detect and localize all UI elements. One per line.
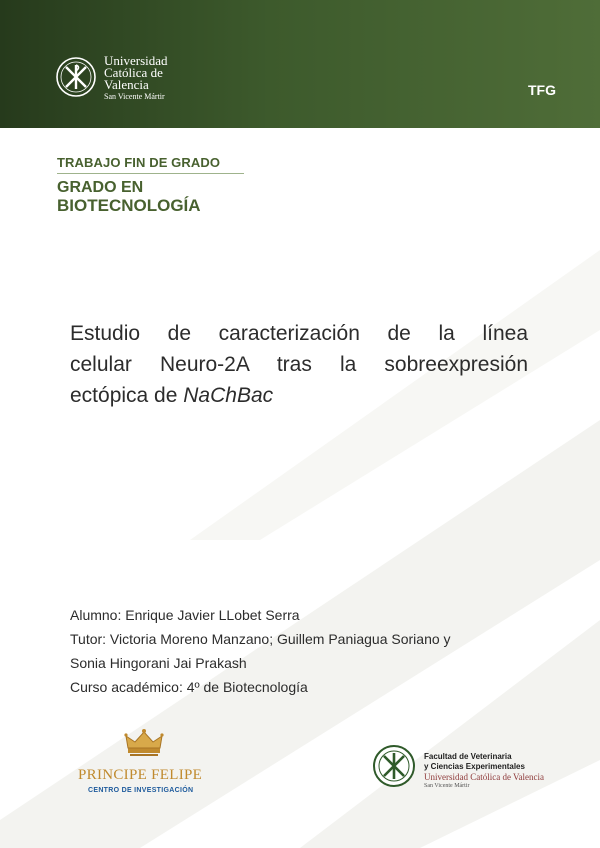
- tutor-line-2: Sonia Hingorani Jai Prakash: [70, 655, 247, 671]
- degree-name: BIOTECNOLOGÍA: [57, 196, 201, 215]
- degree-prefix: GRADO EN: [57, 179, 144, 196]
- faculty-line-3: Universidad Católica de Valencia: [424, 772, 545, 782]
- crown-icon: [122, 728, 166, 758]
- title-line-1: Estudio de caracterización de la línea: [70, 322, 528, 345]
- author-info: [70, 603, 520, 699]
- student-line: Alumno: Enrique Javier LLobet Serra: [70, 607, 300, 623]
- principe-felipe-name: PRINCIPE FELIPE: [78, 767, 203, 783]
- work-type-label: TRABAJO FIN DE GRADO: [57, 155, 221, 170]
- logo-line-2: Católica de: [104, 65, 163, 80]
- course-line: Curso académico: 4º de Biotecnología: [70, 679, 308, 695]
- university-logo-text: [104, 55, 168, 102]
- header-band: [0, 0, 600, 128]
- tutor-line-1: Tutor: Victoria Moreno Manzano; Guillem Paniagua Soriano y: [70, 631, 451, 647]
- title-line-2: celular Neuro-2A tras la sobreexpresión: [70, 353, 528, 376]
- principe-felipe-subtitle: CENTRO DE INVESTIGACIÓN: [88, 787, 194, 794]
- logo-line-1: Universidad: [104, 53, 168, 68]
- title-line-3-prefix: ectópica de: [70, 384, 184, 407]
- logo-line-4: San Vicente Mártir: [104, 92, 165, 101]
- divider: [57, 173, 244, 174]
- logo-line-3: Valencia: [104, 77, 149, 92]
- faculty-line-1: Facultad de Veterinaria: [424, 752, 512, 761]
- thesis-title: [70, 318, 528, 411]
- title-line-3: [70, 380, 528, 411]
- faculty-line-4: San Vicente Mártir: [424, 783, 470, 789]
- tfg-tag: TFG: [528, 82, 556, 98]
- faculty-logo-text: [424, 752, 544, 790]
- gene-name: NaChBac: [183, 384, 274, 407]
- faculty-line-2: y Ciencias Experimentales: [424, 762, 525, 771]
- university-seal-icon: [56, 57, 96, 97]
- faculty-seal-icon: [373, 745, 415, 787]
